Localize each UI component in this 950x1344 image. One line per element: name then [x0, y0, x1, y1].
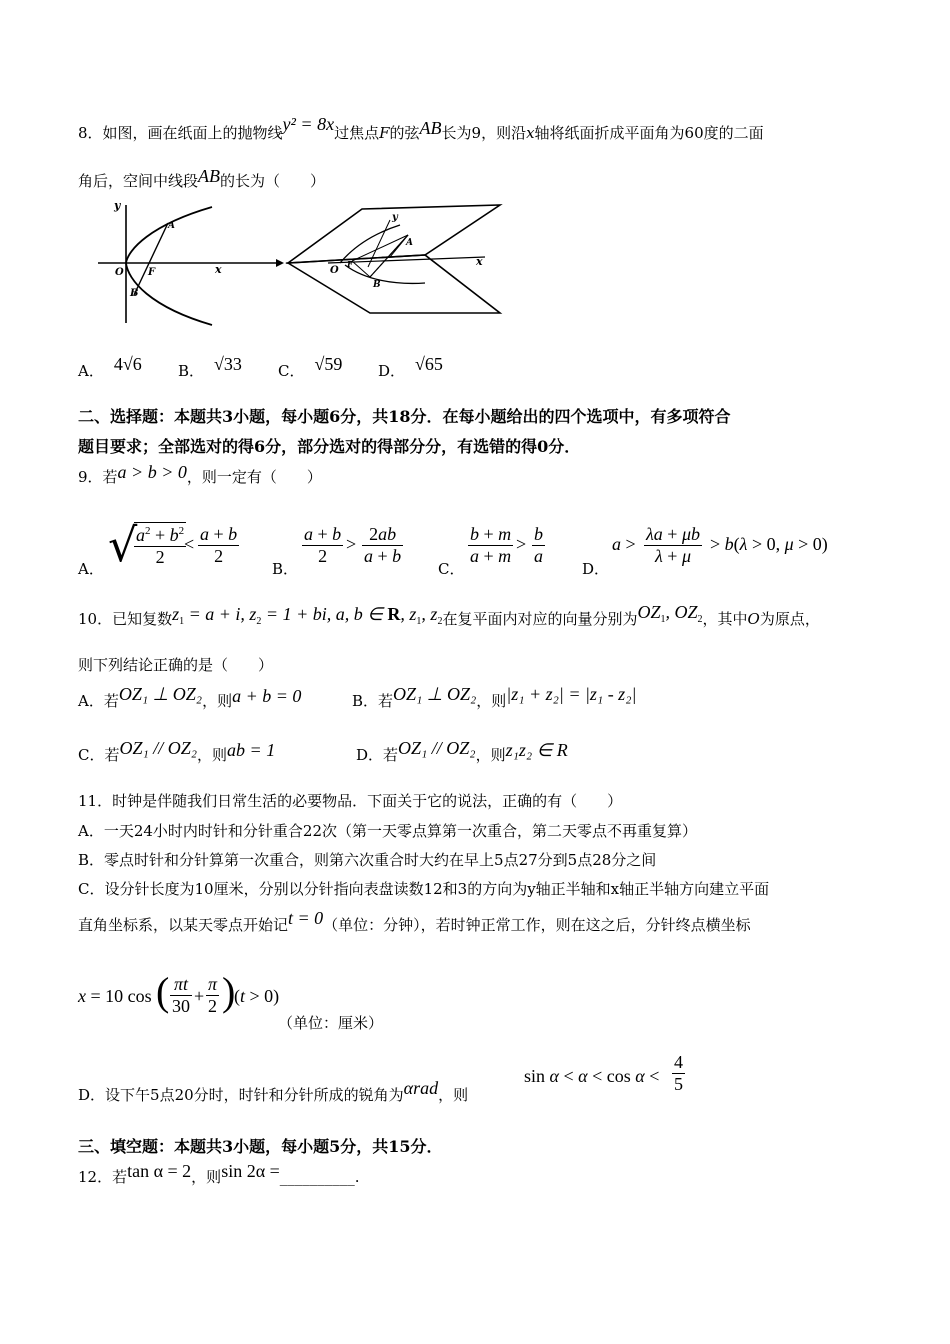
svg-text:F: F	[347, 259, 353, 269]
svg-text:A: A	[168, 221, 175, 231]
q9-option-a: A． √ $\frac{a^2 + b^2}{2}$ < $\frac{a + b}{2}$	[78, 518, 238, 578]
svg-text:x: x	[215, 263, 222, 276]
q8-figure	[90, 195, 510, 330]
q8-option-b: B． √33	[178, 354, 242, 380]
q8-line2: 角后，空间中线段AB的长为（ ）	[78, 166, 326, 190]
q8-option-a: A． 4√6	[78, 354, 142, 380]
q11-option-c-line2: 直角坐标系，以某天零点开始记t = 0（单位：分钟），若时钟正常工作，则在这之后，分针终点横坐标	[78, 908, 751, 934]
q11-option-b: B．零点时针和分针算第一次重合，则第六次重合时大约在早上5点27分到5点28分之间	[78, 851, 657, 869]
q11-option-a: A．一天24小时内时针和分针重合22次（第一天零点算第一次重合，第二天零点不再重复算）	[78, 822, 698, 840]
section3-title: 三、填空题：本题共3小题，每小题5分，共15分．	[78, 1137, 443, 1156]
q10-option-a: A．若OZ₁ ⊥ OZ₂，则a + b = 0	[78, 684, 302, 710]
q8-line1: 8．如图，画在纸面上的抛物线y² = 8x过焦点F的弦AB长为9，则沿x轴将纸面折成平面角为60度的二面	[78, 114, 764, 142]
q11-option-c-line1: C．设分针长度为10厘米，分别以分针指向表盘读数12和3的方向为y轴正半轴和x轴正半轴方向建立平面	[78, 880, 770, 898]
q8-option-c: C． √59	[278, 354, 343, 380]
svg-text:O: O	[115, 267, 124, 278]
q10-option-b: B．若OZ₁ ⊥ OZ₂，则|z₁ + z₂| = |z₁ - z₂|	[352, 684, 637, 710]
q8-text: 8．如图，画在纸面上的抛物线	[78, 124, 283, 142]
q10-stem: 10．已知复数$z_1 = a + i$, $z_2 = 1$ + bi, a, b ∈ R, $z_1$, $z_2$在复平面内对应的向量分别为$OZ_1$, $OZ_2$，其中O为原点，	[78, 602, 820, 628]
svg-text:y: y	[392, 212, 398, 223]
svg-text:F: F	[148, 267, 156, 278]
q11-option-d: D．设下午5点20分时，时针和分针所成的锐角为αrad，则	[78, 1078, 469, 1104]
q12-answer-blank[interactable]: __________.	[279, 1168, 360, 1186]
q9-stem: 9．若a > b > 0，则一定有（ ）	[78, 462, 322, 486]
svg-text:B: B	[373, 280, 381, 290]
q8-option-d: D． √65	[378, 354, 443, 380]
q9-option-d: D． a > $\frac{\lambda a + \mu b}{\lambda + \mu}$ > b(λ > 0, μ > 0)	[582, 524, 828, 578]
svg-text:A: A	[406, 238, 413, 248]
q10-line2: 则下列结论正确的是（ ）	[78, 656, 274, 674]
svg-text:x: x	[476, 255, 483, 268]
section2-line2: 题目要求；全部选对的得6分，部分选对的得部分分，有选错的得0分．	[78, 437, 581, 456]
q9-option-b: B． $\frac{a + b}{2}$ > $\frac{2ab}{a + b}$	[272, 524, 402, 578]
q11-stem: 11．时钟是伴随我们日常生活的必要物品．下面关于它的说法，正确的有（ ）	[78, 792, 623, 810]
q9-option-c: C． $\frac{b + m}{a + m}$ > $\frac{b}{a}$	[438, 524, 543, 578]
section2-line1: 二、选择题：本题共3小题，每小题6分，共18分．在每小题给出的四个选项中，有多项符合	[78, 407, 731, 426]
svg-text:B: B	[130, 288, 139, 299]
q10-option-d: D．若OZ₁ // OZ₂，则z₁z₂ ∈ R	[356, 738, 568, 764]
fig-label-y: y	[114, 199, 121, 212]
q12-line: 12．若tan α = 2，则sin 2α =__________.	[78, 1161, 360, 1186]
q8-parabola-eq: y² = 8x	[282, 114, 335, 134]
svg-text:O: O	[330, 265, 339, 276]
q10-option-c: C．若OZ₁ // OZ₂，则ab = 1	[78, 738, 276, 764]
